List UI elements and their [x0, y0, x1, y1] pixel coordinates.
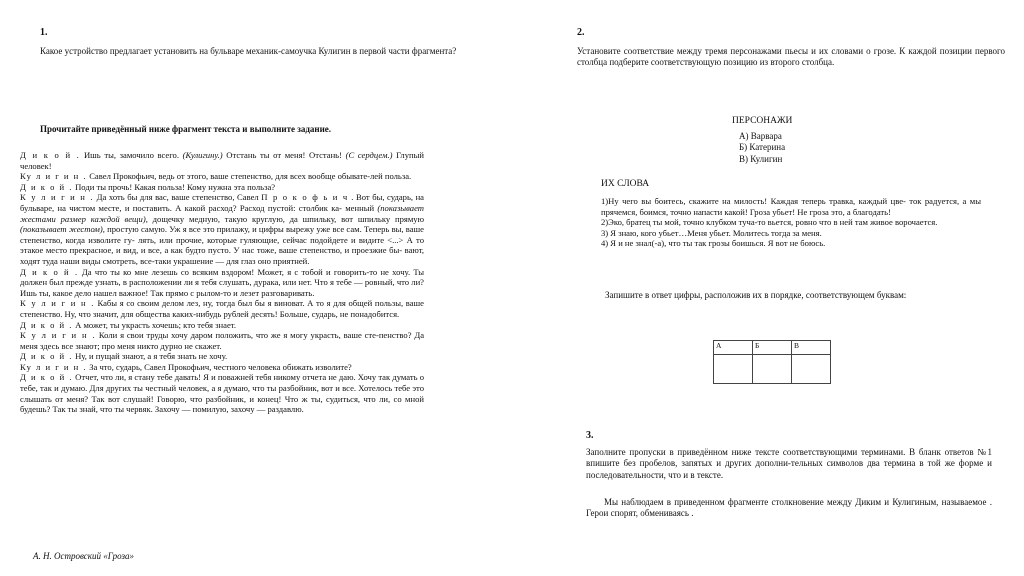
speech-text: Савел Прокофьич, ведь от этого, ваше степенство, для всех вообще обывате-лей польза.	[87, 171, 412, 182]
answer-prompt: Запишите в ответ цифры, расположив их в порядке, соответствующем буквам:	[605, 290, 907, 300]
question-1-number: 1.	[40, 27, 48, 38]
dialogue-line	[20, 192, 424, 266]
word-1: 1)Ну чего вы боитесь, скажите на милость! Каждая теперь травка, каждый цве- ток радуется, а мы прячемся, боимся, точно напасти какой! Гроза убьет! Не гроза это, а благодать!	[601, 196, 981, 217]
word-4: 4) Я и не знал(-а), что ты так грозы боишься. Я вот не боюсь.	[601, 238, 826, 249]
character-c: В) Кулигин	[739, 153, 783, 164]
stage-direction: (показывает жестом)	[20, 224, 103, 235]
speech-text: Поди ты прочь! Какая польза! Кому нужна эта польза?	[72, 181, 276, 192]
speech-text: Да что ты ко мне лезешь со всяким вздором! Может, я с тобой и говорить-то не хочу. Ты должен был прежде узнать, в расположении ли я тебя слушать, дурака, или нет. Что я тебе — ровный, что ли? Ишь ты, какое дело нашел важное! Так прямо с рылом-то и лезет разговаривать.	[20, 266, 424, 298]
stage-direction: (показывает жестами размер каждой вещи)	[20, 202, 424, 224]
word-2: 2)Эко, братец ты мой, точно клубком туча-то вьется, ровно что в ней там живое ворочается.	[601, 217, 938, 228]
character-b: Б) Катерина	[739, 142, 786, 153]
question-2-number: 2.	[577, 27, 585, 38]
dialogue-line	[20, 267, 424, 299]
answer-cell-c[interactable]	[792, 355, 831, 384]
speaker-name: Д и к о й .	[20, 319, 73, 330]
dialogue-line	[20, 351, 424, 362]
speaker-name: Д и к о й .	[20, 351, 73, 362]
speech-text: За что, сударь, Савел Прокофьич, честного человека обижать изволите?	[87, 361, 352, 372]
character-a: А) Варвара	[739, 131, 782, 141]
dialogue-line	[20, 320, 424, 331]
dialogue-line	[20, 182, 424, 193]
answer-cell-b[interactable]	[753, 355, 792, 384]
speech-text: Отчет, что ли, я стану тебе давать! Я и поважней тебя никому отчета не даю. Хочу так думать о тебе, так и думаю. Для других ты честный человек, а я думаю, что ты разбойник, вот и все. Хотелось тебе это слышать от меня? Так вот слушай! Говорю, что разбойник, и конец! Что ж ты, судиться, что ли, со мной будешь? Так ты знай, что ты червяк. Захочу — помилую, захочу — раздавлю.	[20, 372, 424, 415]
speech-text: П р о к о ф ь и ч	[261, 192, 349, 203]
speech-text: Кабы я со своим делом лез, ну, тогда был бы я виноват. А то я для общей пользы, ваше степенство. Ну, что значит, для общества каких-нибудь рублей десять! Больше, сударь, не понадобится.	[20, 298, 424, 319]
speaker-name: К у л и г и н .	[20, 192, 95, 203]
dialogue-line	[20, 150, 424, 171]
speaker-name: К у л и г и н .	[20, 298, 95, 309]
words-list	[601, 196, 981, 249]
stage-direction: (С сердцем.)	[345, 150, 393, 160]
speaker-name: Ку л и г и н .	[20, 171, 88, 182]
answer-table	[713, 340, 831, 384]
speech-text: , дощечку медную, такую круглую, да шпильку, вот шпильку прямую	[145, 213, 424, 224]
speaker-name: Д и к о й .	[20, 181, 73, 192]
word-3: 3) Я знаю, кого убьет…Меня убьет. Молитесь тогда за меня.	[601, 227, 822, 238]
answer-header-a: А	[714, 341, 753, 355]
characters-header: ПЕРСОНАЖИ	[732, 116, 793, 126]
speech-text: , простую самую. Уж я все это прилажу, и цифры вырежу уже все сам. Теперь вы, ваше степенство, когда изволите гу- лять, или прочие, которые гуляющие, сейчас подойдете и видите <...> А то этакое место прекрасное, и вид, и все, а как будто пусто. У нас тоже, ваше степенство, и проезжие бы- вают, ходят туда наши виды смотреть, все-таки украшение — для глаз оно приятней.	[20, 224, 424, 266]
speaker-name: К у л и г и н .	[20, 330, 97, 341]
question-1-text: Какое устройство предлагает установить на бульваре механик-самоучка Кулигин в первой части фрагмента?	[40, 46, 457, 56]
speech-text: Ишь ты, замочило всего.	[80, 150, 183, 160]
dialogue-line	[20, 362, 424, 373]
dialogue-line	[20, 298, 424, 319]
answer-header-c: В	[792, 341, 831, 355]
dialogue-line	[20, 372, 424, 414]
speech-text: Глупый человек!	[20, 150, 424, 171]
speaker-name: Д и к о й .	[20, 266, 79, 277]
dialogue-line	[20, 171, 424, 182]
dialogue-line	[20, 330, 424, 351]
instruction-heading: Прочитайте приведённый ниже фрагмент текста и выполните задание.	[40, 124, 332, 134]
answer-cell-a[interactable]	[714, 355, 753, 384]
answer-header-b: Б	[753, 341, 792, 355]
question-3-paragraph: Мы наблюдаем в приведенном фрагменте столкновение между Диким и Кулигиным, называемое . Герои спорят, обмениваясь .	[586, 497, 992, 519]
stage-direction: (Кулигину.)	[182, 150, 223, 160]
speech-text: Да хоть бы для вас, ваше степенство, Савел	[94, 192, 262, 203]
question-2-text: Установите соответствие между тремя персонажами пьесы и их словами о грозе. К каждой позиции первого столбца подберите соответствующую позицию из второго столбца.	[577, 46, 1005, 68]
question-3-text: Заполните пропуски в приведённом ниже тексте соответствующими терминами. В бланк ответов №1 впишите без пробелов, запятых и других дополни-тельных символов два термина в той же форме и последовательности, что и в тексте.	[586, 447, 992, 480]
question-3-number: 3.	[586, 430, 594, 441]
characters-list	[739, 131, 785, 165]
source-attribution: А. Н. Островский «Гроза»	[33, 551, 134, 561]
speech-text: А может, ты украсть хочешь; кто тебя знает.	[72, 319, 237, 330]
speech-text: . Вот бы, сударь, на бульваре, на чистом месте, и поставить. А какой расход? Расход пустой: столбик ка- менный	[20, 192, 424, 213]
speech-text: Коли я свои труды хочу даром положить, что же я могу украсть, ваше сте-пенство? Да меня здесь все знают; про меня никто дурно не скажет.	[20, 330, 425, 351]
speaker-name: Д и к о й .	[20, 150, 81, 160]
speech-text: Ну, и пущай знают, а я тебя знать не хочу.	[72, 351, 228, 362]
dialogue-fragment	[20, 150, 424, 415]
speaker-name: Д и к о й .	[20, 372, 73, 383]
speech-text: Отстань ты от меня! Отстань!	[222, 150, 346, 160]
words-header: ИХ СЛОВА	[601, 179, 650, 189]
speaker-name: Ку л и г и н .	[20, 361, 88, 372]
